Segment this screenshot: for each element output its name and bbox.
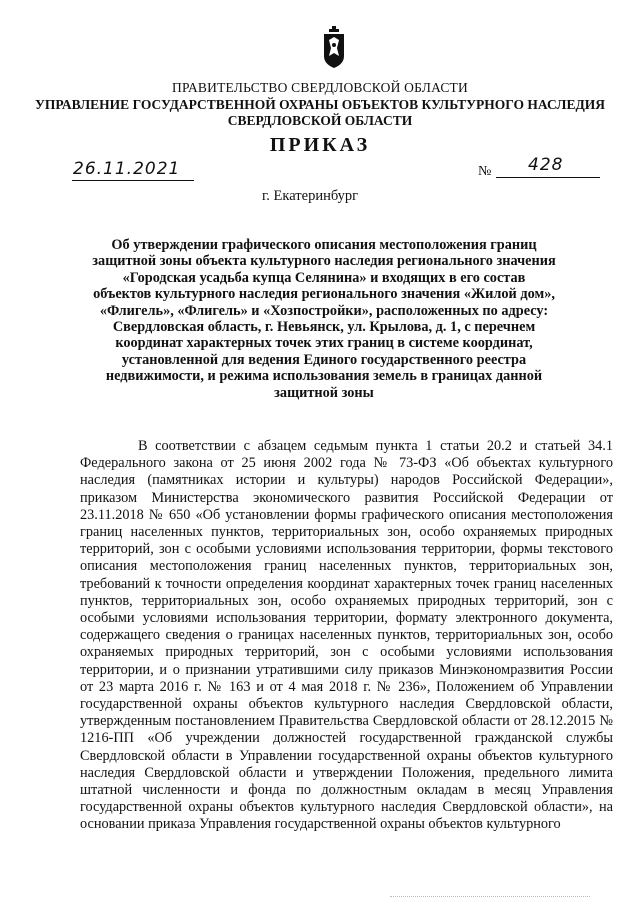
order-title: Об утверждении графического описания местоположения границ защитной зоны объекта культурного наследия регионального значения «Городская усадьба купца Селянина» и входящих в его состав объектов культурного наследия регионального значения «Жилой дом», «Флигель», «Флигель» и «Хозпостройки», расположенных по адресу: Свердловская область, г. Невьянск, ул. Крылова, д. 1, с перечнем координат характерных точек этих границ в системе координат, установленной для ведения Единого государственного реестра недвижимости, и режима использования земель в границах данной защитной зоны <box>92 237 556 401</box>
document-type: ПРИКАЗ <box>269 134 371 156</box>
city: г. Екатеринбург <box>262 188 359 204</box>
number-underline <box>496 177 600 178</box>
department-name: УПРАВЛЕНИЕ ГОСУДАРСТВЕННОЙ ОХРАНЫ ОБЪЕКТОВ КУЛЬТУРНОГО НАСЛЕДИЯ СВЕРДЛОВСКОЙ ОБЛАСТИ <box>34 97 606 128</box>
order-date: 26.11.2021 <box>73 159 181 179</box>
government-name: ПРАВИТЕЛЬСТВО СВЕРДЛОВСКОЙ ОБЛАСТИ <box>172 80 468 95</box>
order-body <box>80 438 613 834</box>
footer-divider <box>390 896 590 897</box>
order-number: 428 <box>528 155 564 175</box>
coat-of-arms-icon <box>322 26 346 68</box>
body-paragraph: В соответствии с абзацем седьмым пункта 1 статьи 20.2 и статьей 34.1 Федерального закона от 25 июня 2002 года № 73-ФЗ «Об объектах культурного наследия (памятниках истории и культуры) народов Российской Федерации», приказом Министерства экономического развития Российской Федерации от 23.11.2018 № 650 «Об установлении формы графического описания местоположения границ населенных пунктов, территориальных зон, особо охраняемых природных территорий, зон с особыми условиями использования территории, формы текстового описания местоположения границ населенных пунктов, территориальных зон, требований к точности определения координат характерных точек границ населенных пунктов, территориальных зон, особо охраняемых природных территорий, зон с особыми условиями использования территории, формату электронного документа, содержащего сведения о границах населенных пунктов, территориальных зон, особо охраняемых природных территорий, зон с особыми условиями использования территории, и о признании утратившими силу приказов Минэкономразвития России от 23 марта 2016 г. № 163 и от 4 мая 2018 г. № 236», Положением об Управлении государственной охраны объектов культурного наследия Свердловской области, утвержденным постановлением Правительства Свердловской области от 28.12.2015 № 1216-ПП «Об учреждении должностей государственной гражданской службы Свердловской области в Управлении государственной охраны объектов культурного наследия Свердловской области и утверждении Положения, предельного лимита штатной численности и фонда по должностным окладам в месяц Управления государственной охраны объектов культурного наследия Свердловской области», на основании приказа Управления государственной охраны объектов культурного <box>80 438 613 833</box>
number-label: № <box>478 164 492 179</box>
date-underline <box>72 180 194 181</box>
